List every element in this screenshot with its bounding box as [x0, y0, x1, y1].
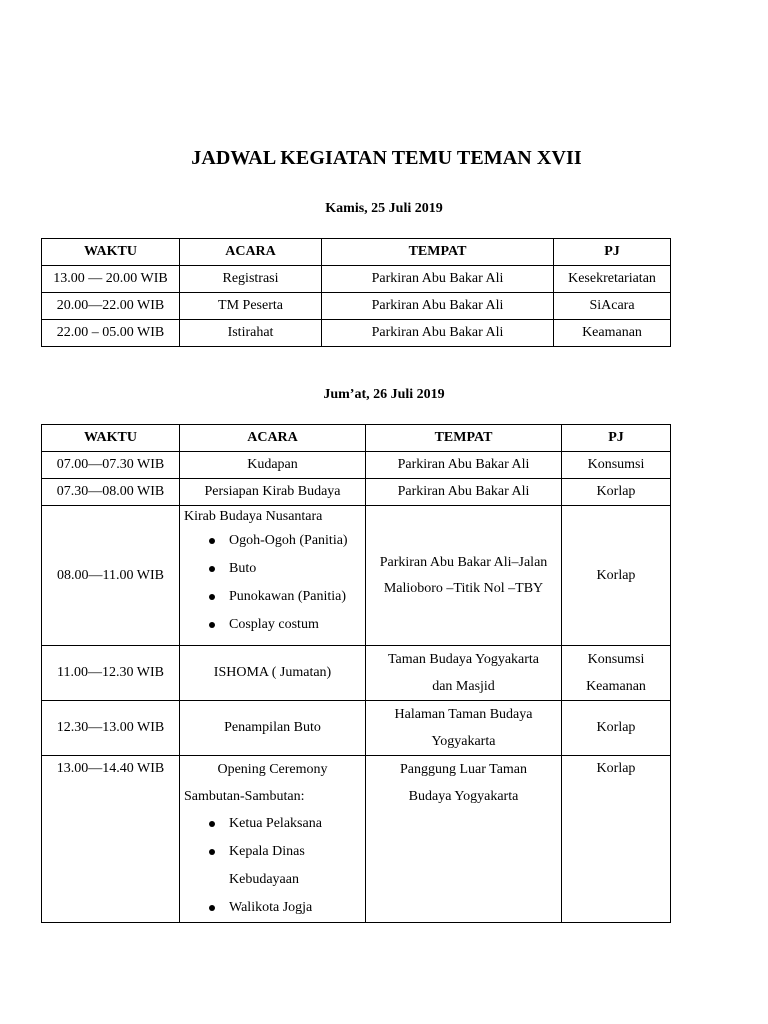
cell-acara: Penampilan Buto: [180, 701, 366, 756]
table-row: [42, 266, 671, 293]
pj-line: Keamanan: [586, 679, 646, 694]
acara-list: [184, 527, 361, 639]
tempat-line: Budaya Yogyakarta: [408, 789, 519, 804]
cell-acara: Persiapan Kirab Budaya: [180, 479, 366, 506]
cell-acara: Istirahat: [180, 320, 322, 347]
cell-pj: Korlap: [562, 506, 671, 646]
list-item: Ketua Pelaksana: [184, 810, 361, 838]
cell-tempat: [366, 701, 562, 756]
tempat-line: Malioboro –Titik Nol –TBY: [383, 580, 544, 596]
cell-waktu: 13.00—14.40 WIB: [42, 756, 180, 923]
cell-pj: Korlap: [562, 756, 671, 923]
cell-tempat: Parkiran Abu Bakar Ali: [366, 452, 562, 479]
acara-line: Sambutan-Sambutan:: [184, 789, 305, 804]
day2-date: Jum’at, 26 Juli 2019: [323, 387, 445, 402]
header-waktu: WAKTU: [42, 239, 180, 266]
tempat-line: Yogyakarta: [431, 734, 496, 749]
cell-tempat: Parkiran Abu Bakar Ali: [322, 293, 554, 320]
list-item: Ogoh-Ogoh (Panitia): [184, 527, 361, 555]
acara-list: [184, 810, 361, 922]
day1-date: Kamis, 25 Juli 2019: [325, 201, 443, 216]
list-item: Cosplay costum: [184, 611, 361, 639]
bullet-icon: [209, 594, 215, 600]
cell-waktu: 20.00—22.00 WIB: [42, 293, 180, 320]
cell-acara: [180, 756, 366, 923]
tempat-line: Parkiran Abu Bakar Ali–Jalan: [379, 554, 548, 570]
header-pj: PJ: [562, 425, 671, 452]
table-row: [42, 701, 671, 756]
bullet-icon: [209, 905, 215, 911]
cell-waktu: 08.00—11.00 WIB: [42, 506, 180, 646]
cell-tempat: Parkiran Abu Bakar Ali: [322, 320, 554, 347]
cell-acara: TM Peserta: [180, 293, 322, 320]
cell-pj: Kesekretariatan: [554, 266, 671, 293]
cell-acara: Registrasi: [180, 266, 322, 293]
header-waktu: WAKTU: [42, 425, 180, 452]
table-row: [42, 756, 671, 923]
table-header-row: [42, 425, 671, 452]
table-row: [42, 479, 671, 506]
table-row: [42, 320, 671, 347]
tempat-line: Taman Budaya Yogyakarta: [387, 652, 540, 667]
bullet-icon: [209, 849, 215, 855]
header-pj: PJ: [554, 239, 671, 266]
cell-pj: Konsumsi: [562, 452, 671, 479]
cell-tempat: [366, 756, 562, 923]
day1-schedule-table: [41, 238, 671, 347]
header-acara: ACARA: [180, 425, 366, 452]
header-tempat: TEMPAT: [366, 425, 562, 452]
cell-waktu: 11.00—12.30 WIB: [42, 646, 180, 701]
tempat-line: Panggung Luar Taman: [399, 762, 528, 777]
cell-tempat: Parkiran Abu Bakar Ali: [366, 479, 562, 506]
list-item: Walikota Jogja: [184, 894, 361, 922]
acara-line: Opening Ceremony: [217, 762, 328, 777]
cell-pj: Korlap: [562, 479, 671, 506]
cell-acara: [180, 506, 366, 646]
table-row: [42, 293, 671, 320]
cell-waktu: 07.00—07.30 WIB: [42, 452, 180, 479]
bullet-icon: [209, 622, 215, 628]
cell-waktu: 22.00 – 05.00 WIB: [42, 320, 180, 347]
cell-waktu: 07.30—08.00 WIB: [42, 479, 180, 506]
cell-pj: [562, 646, 671, 701]
cell-acara: ISHOMA ( Jumatan): [180, 646, 366, 701]
cell-tempat: Parkiran Abu Bakar Ali: [322, 266, 554, 293]
table-row: [42, 506, 671, 646]
bullet-icon: [209, 538, 215, 544]
tempat-line: Halaman Taman Budaya: [394, 707, 533, 722]
bullet-icon: [209, 821, 215, 827]
cell-acara: Kudapan: [180, 452, 366, 479]
bullet-icon: [209, 566, 215, 572]
list-item-continuation: Kebudayaan: [229, 872, 299, 887]
list-item: Punokawan (Panitia): [184, 583, 361, 611]
cell-tempat: [366, 646, 562, 701]
acara-heading: Kirab Budaya Nusantara: [184, 509, 323, 524]
day2-schedule-table: [41, 424, 671, 923]
list-item: Buto: [184, 555, 361, 583]
tempat-line: dan Masjid: [432, 679, 495, 694]
cell-tempat: [366, 506, 562, 646]
cell-waktu: 12.30—13.00 WIB: [42, 701, 180, 756]
document-title: JADWAL KEGIATAN TEMU TEMAN XVII: [191, 147, 582, 169]
table-header-row: [42, 239, 671, 266]
header-tempat: TEMPAT: [322, 239, 554, 266]
table-row: [42, 452, 671, 479]
pj-line: Konsumsi: [587, 652, 645, 667]
cell-waktu: 13.00 — 20.00 WIB: [42, 266, 180, 293]
cell-pj: Korlap: [562, 701, 671, 756]
cell-pj: SiAcara: [554, 293, 671, 320]
cell-pj: Keamanan: [554, 320, 671, 347]
table-row: [42, 646, 671, 701]
header-acara: ACARA: [180, 239, 322, 266]
list-item: Kepala Dinas Kebudayaan: [184, 838, 361, 894]
